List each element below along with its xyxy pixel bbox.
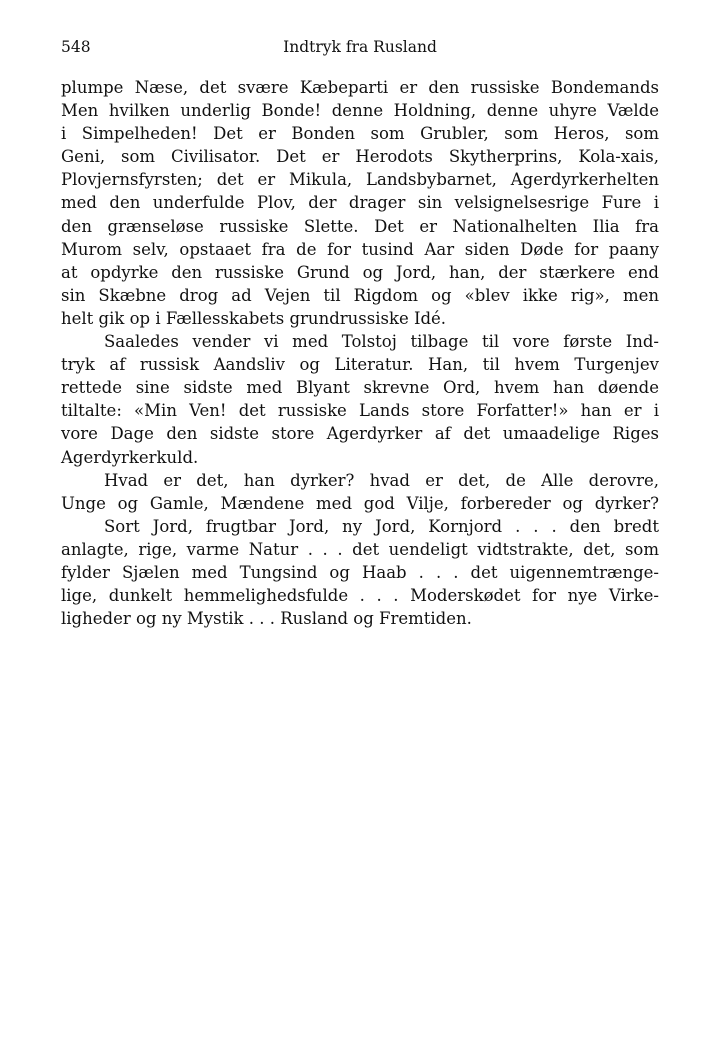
text-line: sin Skæbne drog ad Vejen til Rigdom og «blev ikke rig», men [61, 285, 659, 305]
text-line: i Simpelheden! Det er Bonden som Grubler, som Heros, som [61, 124, 659, 144]
paragraph-end-line: Agerdyrkerkuld. [61, 447, 199, 467]
paragraph-start-line: Hvad er det, han dyrker? hvad er det, de Alle derovre, [104, 470, 659, 490]
text-line: Geni, som Civilisator. Det er Herodots Skytherprins, Kola-xais, [61, 147, 659, 167]
text-line: rettede sine sidste med Blyant skrevne Ord, hvem han døende [61, 378, 659, 398]
paragraph-start-line: Sort Jord, frugtbar Jord, ny Jord, Kornjord . . . den bredt [104, 516, 659, 536]
text-line: den grænseløse russiske Slette. Det er Nationalhelten Ilia fra [61, 216, 659, 236]
paragraph-start-line: Saaledes vender vi med Tolstoj tilbage til vore første Ind- [104, 332, 659, 352]
text-line: tiltalte: «Min Ven! det russiske Lands store Forfatter!» han er i [61, 401, 659, 421]
text-line: Plovjernsfyrsten; det er Mikula, Landsbybarnet, Agerdyrkerhelten [61, 170, 659, 190]
text-line: plumpe Næse, det svære Kæbeparti er den russiske Bondemands [61, 78, 659, 97]
paragraph-end-line: Unge og Gamle, Mændene med god Vilje, forbereder og dyrker? [61, 493, 659, 513]
page-header [61, 38, 659, 62]
text-line: lige, dunkelt hemmelighedsfulde . . . Moderskødet for nye Virke- [61, 586, 659, 606]
paragraph-end-line: ligheder og ny Mystik . . . Rusland og Fremtiden. [61, 609, 472, 629]
running-title: Indtryk fra Rusland [283, 38, 437, 56]
text-line: at opdyrke den russiske Grund og Jord, han, der stærkere end [61, 262, 659, 282]
body-text [61, 76, 659, 630]
text-line: fylder Sjælen med Tungsind og Haab . . . det uigennemtrænge- [61, 562, 659, 582]
text-line: vore Dage den sidste store Agerdyrker af det umaadelige Riges [61, 424, 659, 444]
text-line: Men hvilken underlig Bonde! denne Holdning, denne uhyre Vælde [61, 101, 659, 121]
paragraph-end-line: helt gik op i Fællesskabets grundrussiske Idé. [61, 308, 447, 328]
page-number: 548 [61, 38, 91, 56]
text-line: anlagte, rige, varme Natur . . . det uendeligt vidtstrakte, det, som [61, 539, 659, 559]
text-line: tryk af russisk Aandsliv og Literatur. Han, til hvem Turgenjev [61, 355, 659, 375]
text-line: med den underfulde Plov, der drager sin velsignelsesrige Fure i [61, 193, 659, 213]
text-line: Murom selv, opstaaet fra de for tusind Aar siden Døde for paany [61, 239, 659, 259]
